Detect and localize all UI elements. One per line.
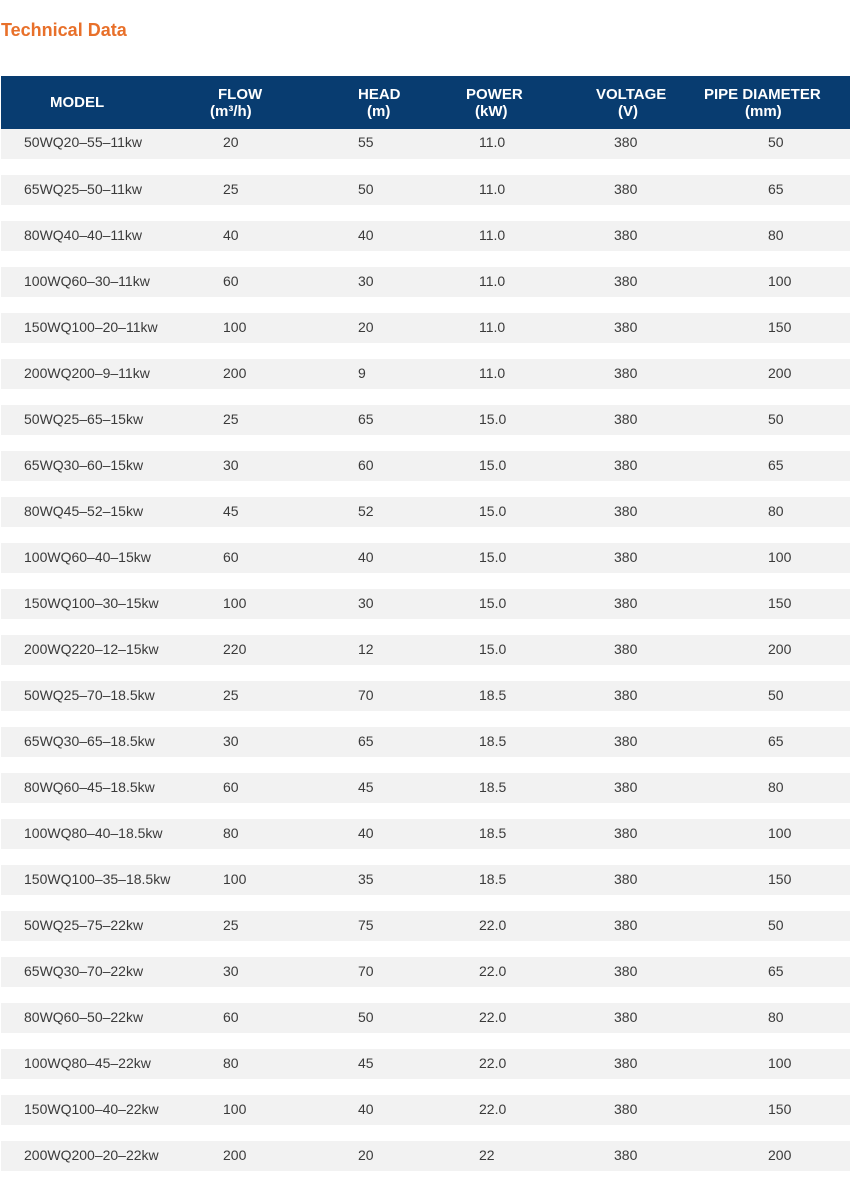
column-header-power bbox=[444, 76, 548, 129]
cell-voltage: 380 bbox=[548, 1049, 708, 1095]
column-header-unit: (m) bbox=[367, 102, 391, 120]
cell-voltage: 380 bbox=[548, 911, 708, 957]
table-row bbox=[1, 1095, 850, 1141]
cell-flow: 45 bbox=[181, 497, 286, 543]
column-header-voltage bbox=[548, 76, 708, 129]
cell-model: 100WQ80–40–18.5kw bbox=[1, 819, 181, 865]
cell-flow: 80 bbox=[181, 1049, 286, 1095]
cell-head: 30 bbox=[286, 589, 444, 635]
column-header-label: MODEL bbox=[50, 94, 105, 111]
cell-head: 20 bbox=[286, 313, 444, 359]
column-header-unit: (V) bbox=[618, 102, 638, 120]
table-row bbox=[1, 497, 850, 543]
column-header-pipe-diameter bbox=[704, 76, 850, 129]
cell-head: 52 bbox=[286, 497, 444, 543]
cell-pipe: 50 bbox=[708, 129, 850, 175]
column-header-unit: (kW) bbox=[475, 102, 508, 120]
cell-power: 22.0 bbox=[444, 957, 548, 1003]
cell-voltage: 380 bbox=[548, 957, 708, 1003]
cell-pipe: 200 bbox=[708, 1141, 850, 1187]
table-row bbox=[1, 129, 850, 175]
cell-head: 35 bbox=[286, 865, 444, 911]
cell-model: 50WQ25–75–22kw bbox=[1, 911, 181, 957]
cell-model: 150WQ100–30–15kw bbox=[1, 589, 181, 635]
table-body bbox=[1, 129, 850, 1187]
table-row bbox=[1, 1049, 850, 1095]
table-row bbox=[1, 1003, 850, 1049]
cell-power: 11.0 bbox=[444, 175, 548, 221]
cell-pipe: 80 bbox=[708, 773, 850, 819]
cell-flow: 200 bbox=[181, 1141, 286, 1187]
cell-voltage: 380 bbox=[548, 175, 708, 221]
cell-head: 40 bbox=[286, 543, 444, 589]
cell-head: 70 bbox=[286, 957, 444, 1003]
table-row bbox=[1, 865, 850, 911]
cell-voltage: 380 bbox=[548, 313, 708, 359]
cell-pipe: 65 bbox=[708, 957, 850, 1003]
cell-model: 100WQ60–30–11kw bbox=[1, 267, 181, 313]
column-header-label: VOLTAGE bbox=[596, 85, 667, 103]
cell-voltage: 380 bbox=[548, 129, 708, 175]
cell-voltage: 380 bbox=[548, 497, 708, 543]
column-header-model bbox=[1, 76, 181, 129]
cell-pipe: 200 bbox=[708, 635, 850, 681]
table-row bbox=[1, 635, 850, 681]
cell-model: 65WQ30–70–22kw bbox=[1, 957, 181, 1003]
cell-flow: 200 bbox=[181, 359, 286, 405]
cell-pipe: 150 bbox=[708, 865, 850, 911]
cell-flow: 40 bbox=[181, 221, 286, 267]
header-row bbox=[1, 76, 850, 129]
cell-pipe: 150 bbox=[708, 589, 850, 635]
cell-power: 22.0 bbox=[444, 911, 548, 957]
column-header-label: FLOW bbox=[218, 85, 263, 103]
cell-voltage: 380 bbox=[548, 267, 708, 313]
cell-voltage: 380 bbox=[548, 543, 708, 589]
cell-model: 100WQ80–45–22kw bbox=[1, 1049, 181, 1095]
cell-flow: 25 bbox=[181, 681, 286, 727]
cell-pipe: 65 bbox=[708, 727, 850, 773]
cell-model: 50WQ25–65–15kw bbox=[1, 405, 181, 451]
table-row bbox=[1, 267, 850, 313]
cell-voltage: 380 bbox=[548, 221, 708, 267]
cell-flow: 100 bbox=[181, 589, 286, 635]
cell-power: 11.0 bbox=[444, 313, 548, 359]
cell-power: 15.0 bbox=[444, 635, 548, 681]
cell-voltage: 380 bbox=[548, 681, 708, 727]
cell-flow: 60 bbox=[181, 773, 286, 819]
cell-flow: 30 bbox=[181, 957, 286, 1003]
table-row bbox=[1, 819, 850, 865]
cell-pipe: 100 bbox=[708, 543, 850, 589]
cell-head: 60 bbox=[286, 451, 444, 497]
cell-flow: 20 bbox=[181, 129, 286, 175]
cell-power: 18.5 bbox=[444, 681, 548, 727]
cell-voltage: 380 bbox=[548, 1003, 708, 1049]
cell-voltage: 380 bbox=[548, 1141, 708, 1187]
cell-flow: 25 bbox=[181, 405, 286, 451]
cell-model: 150WQ100–20–11kw bbox=[1, 313, 181, 359]
cell-head: 45 bbox=[286, 773, 444, 819]
cell-model: 80WQ60–45–18.5kw bbox=[1, 773, 181, 819]
table-header bbox=[1, 76, 850, 129]
cell-model: 50WQ20–55–11kw bbox=[1, 129, 181, 175]
cell-flow: 25 bbox=[181, 175, 286, 221]
cell-head: 30 bbox=[286, 267, 444, 313]
cell-power: 15.0 bbox=[444, 497, 548, 543]
cell-head: 20 bbox=[286, 1141, 444, 1187]
table-row bbox=[1, 1141, 850, 1187]
column-header-unit: (m³/h) bbox=[210, 102, 252, 120]
column-header-label: HEAD bbox=[358, 85, 401, 103]
cell-head: 50 bbox=[286, 175, 444, 221]
cell-head: 40 bbox=[286, 221, 444, 267]
cell-pipe: 150 bbox=[708, 1095, 850, 1141]
cell-model: 100WQ60–40–15kw bbox=[1, 543, 181, 589]
cell-head: 75 bbox=[286, 911, 444, 957]
cell-pipe: 200 bbox=[708, 359, 850, 405]
cell-power: 18.5 bbox=[444, 727, 548, 773]
cell-model: 80WQ60–50–22kw bbox=[1, 1003, 181, 1049]
table-row bbox=[1, 221, 850, 267]
cell-flow: 100 bbox=[181, 313, 286, 359]
cell-pipe: 65 bbox=[708, 451, 850, 497]
cell-power: 18.5 bbox=[444, 865, 548, 911]
column-header-flow bbox=[181, 76, 286, 129]
cell-voltage: 380 bbox=[548, 773, 708, 819]
cell-pipe: 80 bbox=[708, 221, 850, 267]
cell-model: 50WQ25–70–18.5kw bbox=[1, 681, 181, 727]
column-header-head bbox=[286, 76, 444, 129]
cell-pipe: 80 bbox=[708, 1003, 850, 1049]
cell-pipe: 50 bbox=[708, 405, 850, 451]
table-row bbox=[1, 957, 850, 1003]
column-header-label: PIPE DIAMETER bbox=[704, 85, 821, 103]
cell-power: 15.0 bbox=[444, 451, 548, 497]
cell-model: 150WQ100–40–22kw bbox=[1, 1095, 181, 1141]
cell-head: 45 bbox=[286, 1049, 444, 1095]
cell-power: 11.0 bbox=[444, 129, 548, 175]
cell-voltage: 380 bbox=[548, 589, 708, 635]
cell-pipe: 65 bbox=[708, 175, 850, 221]
cell-head: 40 bbox=[286, 819, 444, 865]
cell-flow: 60 bbox=[181, 543, 286, 589]
cell-head: 55 bbox=[286, 129, 444, 175]
cell-power: 22.0 bbox=[444, 1095, 548, 1141]
cell-voltage: 380 bbox=[548, 727, 708, 773]
cell-voltage: 380 bbox=[548, 359, 708, 405]
table-row bbox=[1, 175, 850, 221]
cell-head: 40 bbox=[286, 1095, 444, 1141]
cell-model: 65WQ30–65–18.5kw bbox=[1, 727, 181, 773]
cell-model: 200WQ200–20–22kw bbox=[1, 1141, 181, 1187]
table-row bbox=[1, 911, 850, 957]
cell-flow: 60 bbox=[181, 1003, 286, 1049]
cell-head: 65 bbox=[286, 727, 444, 773]
cell-model: 80WQ40–40–11kw bbox=[1, 221, 181, 267]
cell-voltage: 380 bbox=[548, 635, 708, 681]
cell-model: 80WQ45–52–15kw bbox=[1, 497, 181, 543]
cell-power: 22.0 bbox=[444, 1049, 548, 1095]
table-row bbox=[1, 773, 850, 819]
cell-pipe: 50 bbox=[708, 681, 850, 727]
column-header-unit: (mm) bbox=[745, 102, 782, 120]
cell-head: 70 bbox=[286, 681, 444, 727]
cell-power: 22.0 bbox=[444, 1003, 548, 1049]
cell-pipe: 100 bbox=[708, 267, 850, 313]
cell-flow: 30 bbox=[181, 451, 286, 497]
cell-power: 11.0 bbox=[444, 359, 548, 405]
cell-head: 9 bbox=[286, 359, 444, 405]
cell-model: 200WQ200–9–11kw bbox=[1, 359, 181, 405]
cell-pipe: 50 bbox=[708, 911, 850, 957]
cell-pipe: 150 bbox=[708, 313, 850, 359]
table-row bbox=[1, 359, 850, 405]
cell-voltage: 380 bbox=[548, 819, 708, 865]
table-row bbox=[1, 313, 850, 359]
cell-model: 200WQ220–12–15kw bbox=[1, 635, 181, 681]
technical-data-table bbox=[1, 76, 850, 1187]
cell-power: 15.0 bbox=[444, 589, 548, 635]
cell-model: 65WQ30–60–15kw bbox=[1, 451, 181, 497]
cell-flow: 100 bbox=[181, 865, 286, 911]
cell-voltage: 380 bbox=[548, 451, 708, 497]
cell-power: 15.0 bbox=[444, 405, 548, 451]
cell-flow: 25 bbox=[181, 911, 286, 957]
cell-voltage: 380 bbox=[548, 405, 708, 451]
cell-power: 11.0 bbox=[444, 267, 548, 313]
cell-pipe: 100 bbox=[708, 819, 850, 865]
table-row bbox=[1, 405, 850, 451]
cell-pipe: 80 bbox=[708, 497, 850, 543]
cell-flow: 220 bbox=[181, 635, 286, 681]
table-row bbox=[1, 589, 850, 635]
cell-head: 65 bbox=[286, 405, 444, 451]
cell-flow: 100 bbox=[181, 1095, 286, 1141]
table-row bbox=[1, 451, 850, 497]
table-row bbox=[1, 727, 850, 773]
cell-power: 18.5 bbox=[444, 819, 548, 865]
cell-power: 15.0 bbox=[444, 543, 548, 589]
cell-power: 22 bbox=[444, 1141, 548, 1187]
page-title: Technical Data bbox=[1, 20, 127, 40]
cell-voltage: 380 bbox=[548, 865, 708, 911]
cell-flow: 60 bbox=[181, 267, 286, 313]
cell-power: 11.0 bbox=[444, 221, 548, 267]
cell-power: 18.5 bbox=[444, 773, 548, 819]
cell-head: 50 bbox=[286, 1003, 444, 1049]
cell-head: 12 bbox=[286, 635, 444, 681]
table-row bbox=[1, 543, 850, 589]
cell-voltage: 380 bbox=[548, 1095, 708, 1141]
cell-pipe: 100 bbox=[708, 1049, 850, 1095]
cell-model: 65WQ25–50–11kw bbox=[1, 175, 181, 221]
column-header-label: POWER bbox=[466, 85, 523, 103]
table-row bbox=[1, 681, 850, 727]
cell-flow: 80 bbox=[181, 819, 286, 865]
cell-model: 150WQ100–35–18.5kw bbox=[1, 865, 181, 911]
cell-flow: 30 bbox=[181, 727, 286, 773]
